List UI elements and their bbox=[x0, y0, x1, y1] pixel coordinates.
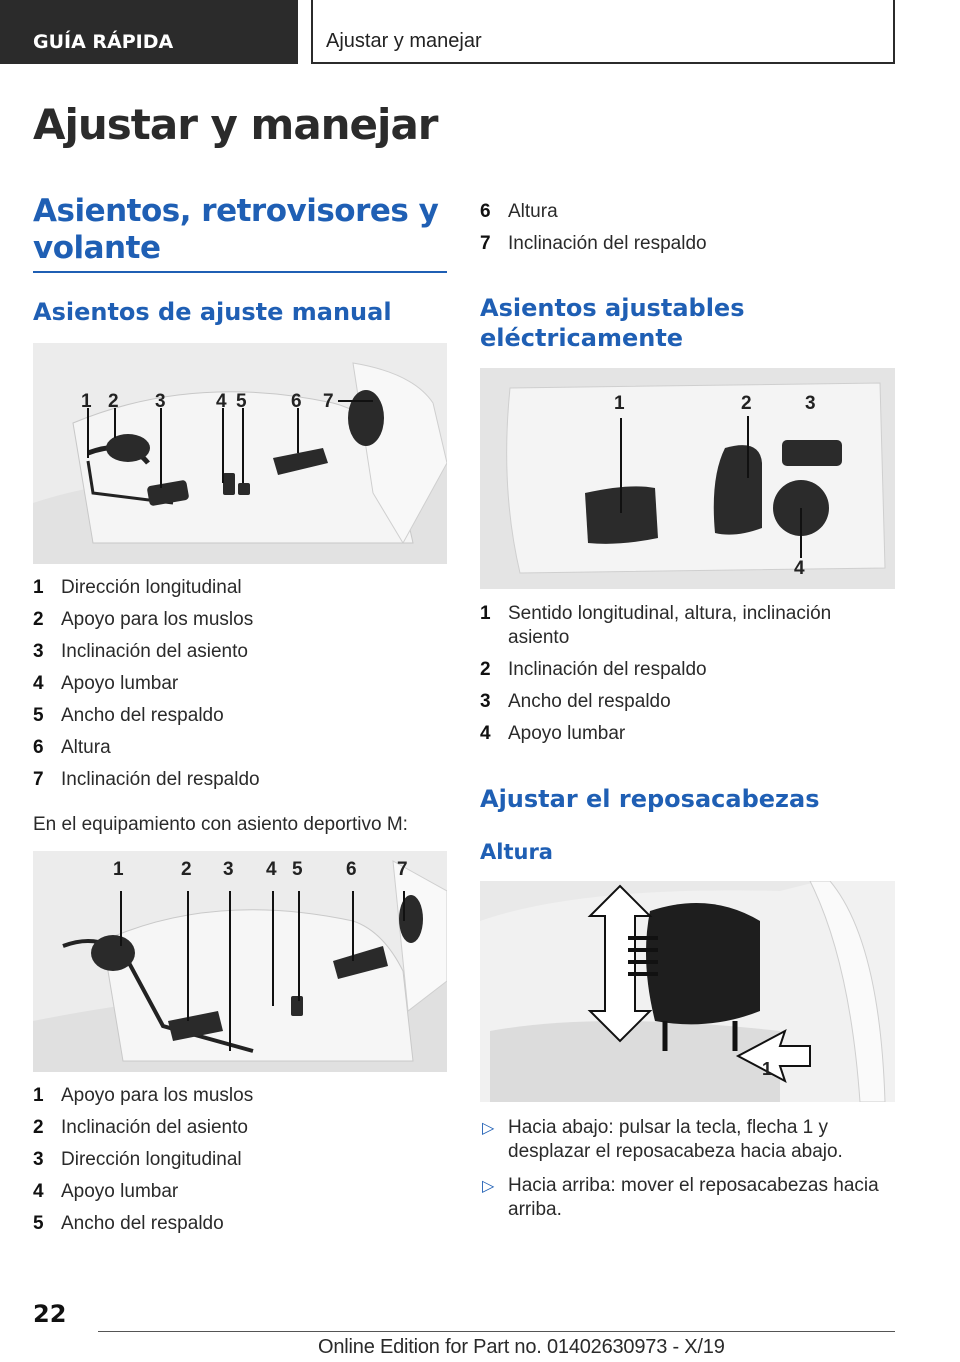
list-item: 5 Ancho del respaldo bbox=[33, 705, 224, 726]
figure-callout: 1 bbox=[614, 393, 625, 414]
list-item: 2 Apoyo para los muslos bbox=[33, 609, 254, 630]
list-item: 1 Dirección longitudinal bbox=[33, 577, 242, 598]
sport-seat-figure bbox=[33, 851, 447, 1072]
list-item: 3 Dirección longitudinal bbox=[33, 1149, 242, 1170]
manual-seat-figure bbox=[33, 343, 447, 564]
figure-callout: 7 bbox=[323, 391, 334, 412]
list-item: 1 Sentido longitudinal, altura, inclinación asiento bbox=[480, 603, 832, 648]
list-item: 4 Apoyo lumbar bbox=[33, 673, 179, 694]
electric-seats-heading: Asientos ajustables eléctricamente bbox=[480, 294, 745, 352]
list-item: 5 Ancho del respaldo bbox=[33, 1213, 224, 1234]
figure-callout: 2 bbox=[181, 859, 192, 880]
electric-seat-legend bbox=[480, 602, 895, 754]
manual-seats-heading: Asientos de ajuste manual bbox=[33, 298, 392, 326]
figure-callout: 1 bbox=[762, 1059, 773, 1079]
sport-seat-illustration bbox=[33, 851, 447, 1072]
heading-rule bbox=[33, 271, 447, 273]
figure-callout: 7 bbox=[397, 859, 408, 880]
sport-seat-legend bbox=[33, 1084, 447, 1244]
figure-callout: 3 bbox=[223, 859, 234, 880]
list-item: ▷ Hacia arriba: mover el reposacabezas hacia arriba. bbox=[482, 1175, 879, 1220]
figure-callout: 4 bbox=[794, 558, 805, 579]
figure-callout: 1 bbox=[81, 391, 92, 412]
figure-callout: 6 bbox=[291, 391, 302, 412]
list-item: ▷ Hacia abajo: pulsar la tecla, flecha 1 y desplazar el reposacabeza hacia abajo. bbox=[482, 1117, 843, 1162]
list-item: 6 Altura bbox=[480, 201, 558, 222]
sport-seat-intro: En el equipamiento con asiento deportivo M: bbox=[33, 814, 408, 835]
headrest-instructions bbox=[480, 1116, 895, 1232]
figure-callout: 6 bbox=[346, 859, 357, 880]
headrest-subheading: Altura bbox=[480, 840, 553, 864]
figure-callout: 4 bbox=[266, 859, 277, 880]
footer-edition: Online Edition for Part no. 01402630973 - X/19 bbox=[318, 1336, 725, 1358]
headrest-figure bbox=[480, 881, 895, 1102]
headrest-heading: Ajustar el reposacabezas bbox=[480, 785, 820, 813]
sport-seat-legend-continued bbox=[480, 200, 895, 264]
list-item: 7 Inclinación del respaldo bbox=[33, 769, 260, 790]
electric-seat-illustration bbox=[480, 368, 895, 589]
page-title: Ajustar y manejar bbox=[33, 100, 438, 149]
list-item: 1 Apoyo para los muslos bbox=[33, 1085, 254, 1106]
figure-callout: 4 bbox=[216, 391, 227, 412]
list-item: 3 Ancho del respaldo bbox=[480, 691, 671, 712]
list-item: 6 Altura bbox=[33, 737, 111, 758]
manual-seat-legend bbox=[33, 576, 447, 800]
list-item: 4 Apoyo lumbar bbox=[480, 723, 626, 744]
headrest-illustration bbox=[480, 881, 895, 1102]
electric-seat-figure bbox=[480, 368, 895, 589]
footer-rule bbox=[98, 1331, 895, 1332]
figure-callout: 5 bbox=[236, 391, 247, 412]
list-item: 4 Apoyo lumbar bbox=[33, 1181, 179, 1202]
section-heading: Asientos, retrovisores y volante bbox=[33, 193, 439, 266]
list-item: 3 Inclinación del asiento bbox=[33, 641, 248, 662]
figure-callout: 3 bbox=[805, 393, 816, 414]
bullet-triangle-icon: ▷ bbox=[482, 1178, 495, 1195]
list-item: 2 Inclinación del respaldo bbox=[480, 659, 707, 680]
bullet-triangle-icon: ▷ bbox=[482, 1120, 495, 1137]
page-number: 22 bbox=[33, 1300, 67, 1328]
figure-callout: 2 bbox=[108, 391, 119, 412]
list-item: 7 Inclinación del respaldo bbox=[480, 233, 707, 254]
breadcrumb: Ajustar y manejar bbox=[326, 30, 482, 52]
list-item: 2 Inclinación del asiento bbox=[33, 1117, 248, 1138]
figure-callout: 5 bbox=[292, 859, 303, 880]
figure-callout: 1 bbox=[113, 859, 124, 880]
manual-seat-illustration bbox=[33, 343, 447, 564]
figure-callout: 2 bbox=[741, 393, 752, 414]
section-tab: GUÍA RÁPIDA bbox=[0, 0, 298, 64]
figure-callout: 3 bbox=[155, 391, 166, 412]
